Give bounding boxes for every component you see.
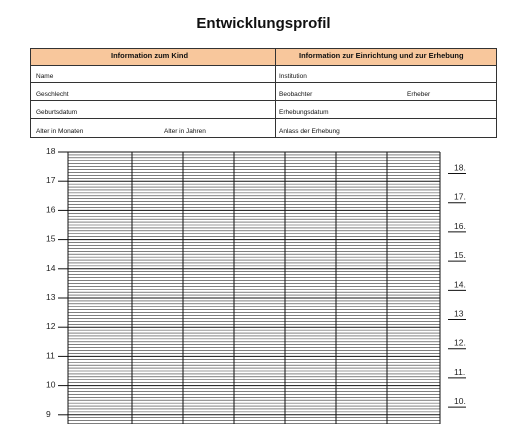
left-tick-label: 17 (46, 175, 56, 186)
left-tick-label: 11 (46, 350, 55, 361)
right-tick-label: 11. (454, 366, 466, 377)
right-tick-label: 18. (454, 162, 466, 173)
left-axis (46, 146, 68, 419)
left-tick-label: 12 (46, 321, 56, 332)
info-row-3 (31, 101, 496, 119)
label-geburtsdatum: Geburtsdatum (36, 109, 78, 116)
right-axis (448, 163, 466, 408)
header-institution-info: Information zur Einrichtung und zur Erhebung (299, 51, 464, 60)
info-row-1 (31, 65, 496, 83)
label-beobachter: Beobachter (279, 91, 313, 98)
grid-lines (68, 152, 440, 424)
right-tick-label: 16. (454, 220, 466, 231)
label-anlass: Anlass der Erhebung (279, 128, 340, 135)
right-tick-label: 14. (454, 279, 466, 290)
left-tick-label: 14 (46, 262, 56, 273)
label-alter-monate: Alter in Monaten (36, 128, 84, 135)
info-table-header (31, 49, 496, 66)
left-tick-label: 16 (46, 204, 56, 215)
left-tick-label: 13 (46, 292, 56, 302)
info-table (30, 48, 497, 138)
header-child-info: Information zum Kind (111, 51, 189, 60)
left-tick-label: 10 (46, 379, 56, 390)
page-title: Entwicklungsprofil (196, 15, 331, 32)
right-tick-label: 15. (454, 250, 466, 261)
label-alter-jahre: Alter in Jahren (164, 128, 206, 135)
right-tick-label: 10. (454, 396, 466, 407)
right-tick-label: 17. (454, 191, 466, 202)
label-institution: Institution (279, 73, 307, 80)
info-row-4 (31, 119, 496, 137)
label-geschlecht: Geschlecht (36, 91, 69, 98)
right-tick-label: 13 (454, 308, 464, 319)
right-tick-label: 12. (454, 337, 466, 348)
label-name: Name (36, 73, 54, 80)
left-tick-label: 18 (46, 146, 56, 156)
info-row-2 (31, 83, 496, 101)
left-tick-label: 15 (46, 233, 56, 244)
profile-grid (0, 140, 527, 424)
left-tick-label: 9 (46, 408, 51, 419)
label-erhebungsdatum: Erhebungsdatum (279, 109, 329, 116)
label-erheber: Erheber (407, 91, 431, 98)
